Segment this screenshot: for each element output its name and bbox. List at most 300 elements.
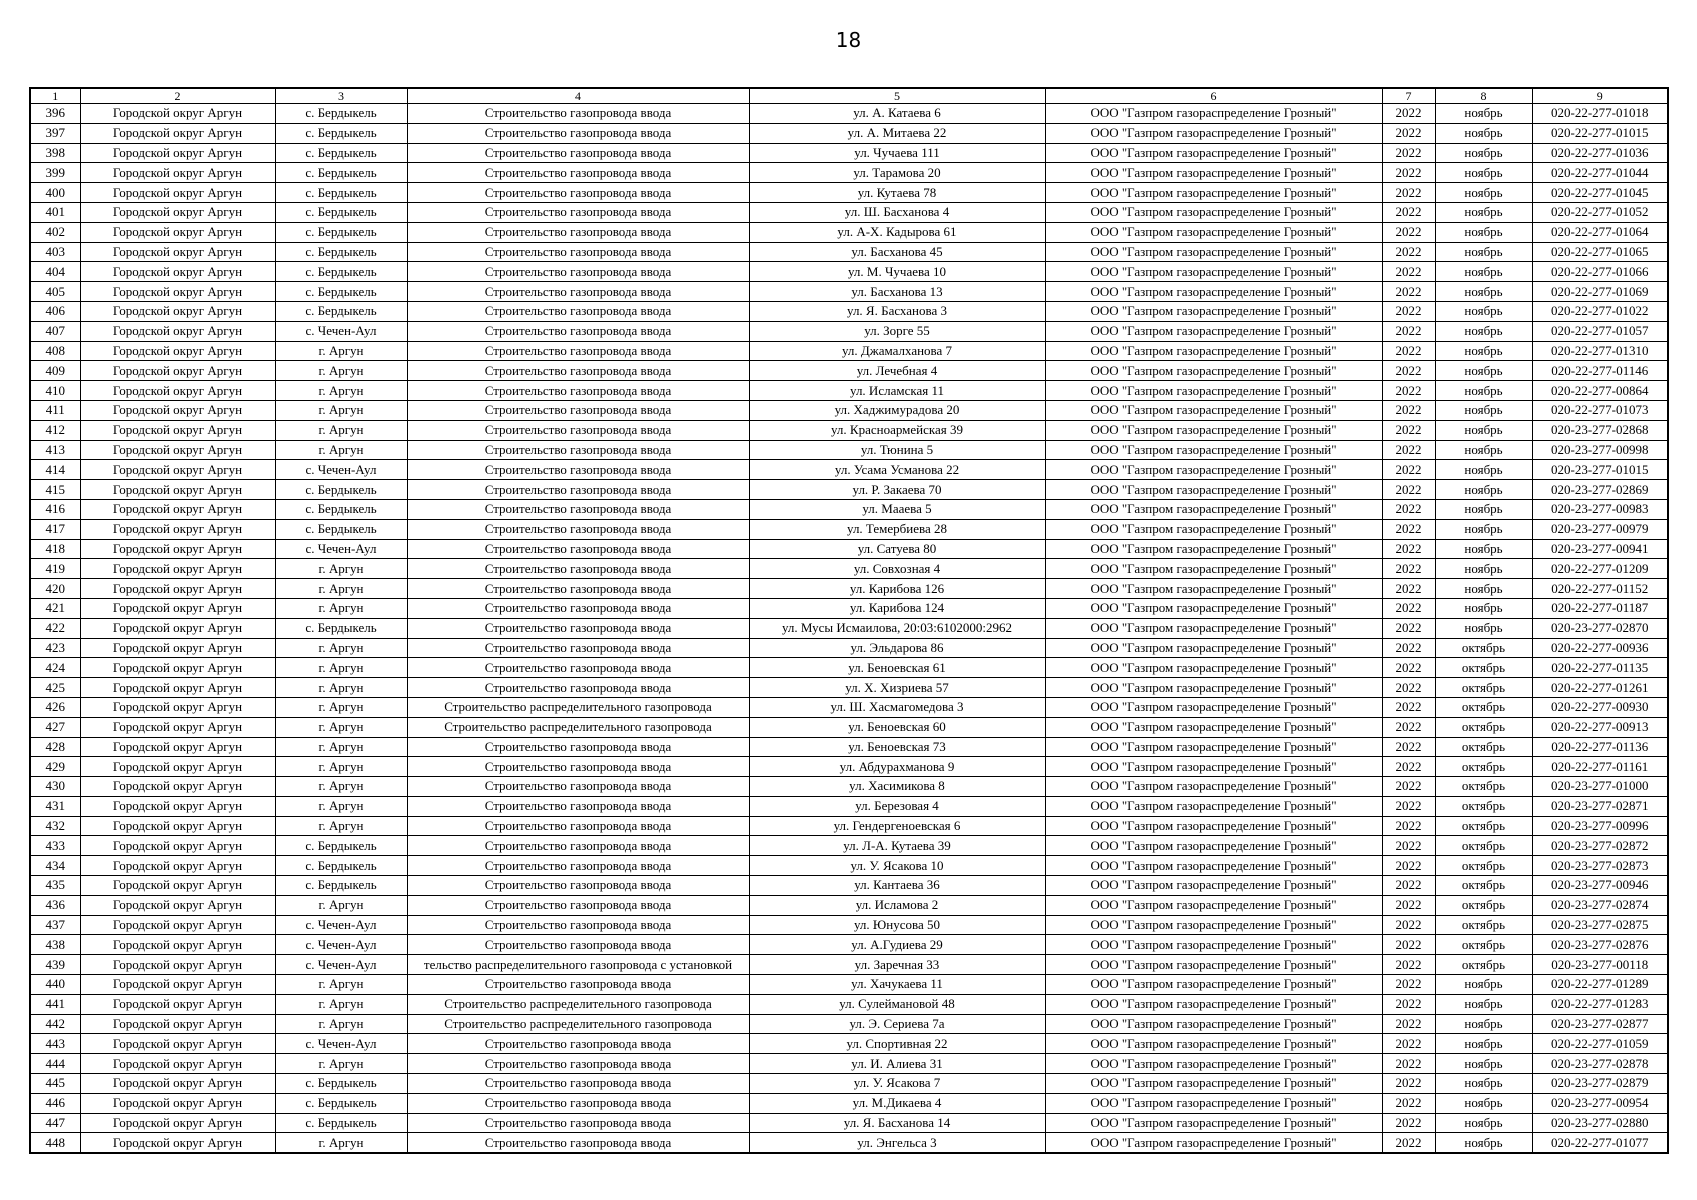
- settlement-cell: г. Аргун: [275, 796, 407, 816]
- table-body: [30, 104, 1668, 1154]
- year-cell: 2022: [1382, 440, 1435, 460]
- address-cell: ул. Л-А. Кутаева 39: [749, 836, 1045, 856]
- registration-number-cell: 020-22-277-00930: [1532, 697, 1668, 717]
- organization-cell: ООО "Газпром газораспределение Грозный": [1045, 638, 1382, 658]
- month-cell: октябрь: [1435, 816, 1532, 836]
- organization-cell: ООО "Газпром газораспределение Грозный": [1045, 895, 1382, 915]
- municipality-cell: Городской округ Аргун: [80, 361, 275, 381]
- settlement-cell: с. Бердыкель: [275, 856, 407, 876]
- year-cell: 2022: [1382, 400, 1435, 420]
- municipality-cell: Городской округ Аргун: [80, 202, 275, 222]
- work-type-cell: Строительство газопровода ввода: [407, 856, 749, 876]
- address-cell: ул. Энгельса 3: [749, 1133, 1045, 1153]
- row-number-cell: 444: [30, 1054, 80, 1074]
- month-cell: октябрь: [1435, 935, 1532, 955]
- year-cell: 2022: [1382, 499, 1435, 519]
- table-row: [30, 381, 1668, 401]
- row-number-cell: 434: [30, 856, 80, 876]
- month-cell: октябрь: [1435, 955, 1532, 975]
- row-number-cell: 443: [30, 1034, 80, 1054]
- year-cell: 2022: [1382, 420, 1435, 440]
- table-row: [30, 519, 1668, 539]
- municipality-cell: Городской округ Аргун: [80, 163, 275, 183]
- column-number-header-row: [30, 88, 1668, 104]
- address-cell: ул. Гендергеноевская 6: [749, 816, 1045, 836]
- registration-number-cell: 020-22-277-01261: [1532, 678, 1668, 698]
- work-type-cell: Строительство газопровода ввода: [407, 341, 749, 361]
- organization-cell: ООО "Газпром газораспределение Грозный": [1045, 440, 1382, 460]
- settlement-cell: с. Бердыкель: [275, 242, 407, 262]
- year-cell: 2022: [1382, 678, 1435, 698]
- row-number-cell: 414: [30, 460, 80, 480]
- work-type-cell: Строительство газопровода ввода: [407, 757, 749, 777]
- registration-number-cell: 020-22-277-01036: [1532, 143, 1668, 163]
- month-cell: ноябрь: [1435, 183, 1532, 203]
- year-cell: 2022: [1382, 717, 1435, 737]
- address-cell: ул. А-Х. Кадырова 61: [749, 222, 1045, 242]
- table-row: [30, 1074, 1668, 1094]
- work-type-cell: Строительство газопровода ввода: [407, 222, 749, 242]
- month-cell: октябрь: [1435, 757, 1532, 777]
- row-number-cell: 415: [30, 480, 80, 500]
- table-row: [30, 143, 1668, 163]
- address-cell: ул. Р. Закаева 70: [749, 480, 1045, 500]
- organization-cell: ООО "Газпром газораспределение Грозный": [1045, 777, 1382, 797]
- registration-number-cell: 020-23-277-02868: [1532, 420, 1668, 440]
- organization-cell: ООО "Газпром газораспределение Грозный": [1045, 876, 1382, 896]
- settlement-cell: с. Чечен-Аул: [275, 539, 407, 559]
- work-type-cell: Строительство газопровода ввода: [407, 499, 749, 519]
- table-row: [30, 915, 1668, 935]
- row-number-cell: 402: [30, 222, 80, 242]
- year-cell: 2022: [1382, 559, 1435, 579]
- year-cell: 2022: [1382, 381, 1435, 401]
- settlement-cell: с. Бердыкель: [275, 480, 407, 500]
- registration-number-cell: 020-23-277-02876: [1532, 935, 1668, 955]
- organization-cell: ООО "Газпром газораспределение Грозный": [1045, 1133, 1382, 1153]
- year-cell: 2022: [1382, 301, 1435, 321]
- month-cell: ноябрь: [1435, 143, 1532, 163]
- settlement-cell: с. Бердыкель: [275, 282, 407, 302]
- address-cell: ул. И. Алиева 31: [749, 1054, 1045, 1074]
- work-type-cell: Строительство газопровода ввода: [407, 163, 749, 183]
- organization-cell: ООО "Газпром газораспределение Грозный": [1045, 1054, 1382, 1074]
- table-row: [30, 123, 1668, 143]
- work-type-cell: Строительство газопровода ввода: [407, 202, 749, 222]
- work-type-cell: Строительство газопровода ввода: [407, 1133, 749, 1153]
- organization-cell: ООО "Газпром газораспределение Грозный": [1045, 400, 1382, 420]
- registration-number-cell: 020-23-277-00946: [1532, 876, 1668, 896]
- municipality-cell: Городской округ Аргун: [80, 123, 275, 143]
- column-header: 3: [275, 88, 407, 104]
- settlement-cell: г. Аргун: [275, 994, 407, 1014]
- municipality-cell: Городской округ Аргун: [80, 1014, 275, 1034]
- month-cell: ноябрь: [1435, 1014, 1532, 1034]
- address-cell: ул. Ш. Хасмагомедова 3: [749, 697, 1045, 717]
- row-number-cell: 401: [30, 202, 80, 222]
- municipality-cell: Городской округ Аргун: [80, 1133, 275, 1153]
- registration-number-cell: 020-22-277-01069: [1532, 282, 1668, 302]
- settlement-cell: г. Аргун: [275, 381, 407, 401]
- registration-number-cell: 020-22-277-01064: [1532, 222, 1668, 242]
- table-row: [30, 638, 1668, 658]
- address-cell: ул. Кантаева 36: [749, 876, 1045, 896]
- settlement-cell: г. Аргун: [275, 697, 407, 717]
- address-cell: ул. У. Ясакова 7: [749, 1074, 1045, 1094]
- work-type-cell: Строительство газопровода ввода: [407, 658, 749, 678]
- table-row: [30, 796, 1668, 816]
- organization-cell: ООО "Газпром газораспределение Грозный": [1045, 1014, 1382, 1034]
- organization-cell: ООО "Газпром газораспределение Грозный": [1045, 618, 1382, 638]
- organization-cell: ООО "Газпром газораспределение Грозный": [1045, 183, 1382, 203]
- registration-number-cell: 020-22-277-01289: [1532, 975, 1668, 995]
- work-type-cell: Строительство газопровода ввода: [407, 1074, 749, 1094]
- month-cell: ноябрь: [1435, 559, 1532, 579]
- municipality-cell: Городской округ Аргун: [80, 301, 275, 321]
- registration-number-cell: 020-22-277-01065: [1532, 242, 1668, 262]
- address-cell: ул. А. Катаева 6: [749, 104, 1045, 124]
- work-type-cell: Строительство газопровода ввода: [407, 539, 749, 559]
- organization-cell: ООО "Газпром газораспределение Грозный": [1045, 301, 1382, 321]
- work-type-cell: Строительство газопровода ввода: [407, 975, 749, 995]
- address-cell: ул. Хачукаева 11: [749, 975, 1045, 995]
- work-type-cell: Строительство газопровода ввода: [407, 876, 749, 896]
- year-cell: 2022: [1382, 836, 1435, 856]
- month-cell: ноябрь: [1435, 282, 1532, 302]
- work-type-cell: Строительство газопровода ввода: [407, 638, 749, 658]
- year-cell: 2022: [1382, 1054, 1435, 1074]
- year-cell: 2022: [1382, 262, 1435, 282]
- organization-cell: ООО "Газпром газораспределение Грозный": [1045, 796, 1382, 816]
- year-cell: 2022: [1382, 1113, 1435, 1133]
- organization-cell: ООО "Газпром газораспределение Грозный": [1045, 460, 1382, 480]
- month-cell: октябрь: [1435, 717, 1532, 737]
- work-type-cell: Строительство газопровода ввода: [407, 579, 749, 599]
- registration-number-cell: 020-22-277-01310: [1532, 341, 1668, 361]
- row-number-cell: 441: [30, 994, 80, 1014]
- row-number-cell: 429: [30, 757, 80, 777]
- work-type-cell: тельство распределительного газопровода с установкой: [407, 955, 749, 975]
- registration-number-cell: 020-22-277-01059: [1532, 1034, 1668, 1054]
- registration-number-cell: 020-22-277-01018: [1532, 104, 1668, 124]
- month-cell: ноябрь: [1435, 400, 1532, 420]
- table-row: [30, 658, 1668, 678]
- organization-cell: ООО "Газпром газораспределение Грозный": [1045, 1034, 1382, 1054]
- work-type-cell: Строительство газопровода ввода: [407, 400, 749, 420]
- work-type-cell: Строительство распределительного газопровода: [407, 697, 749, 717]
- address-cell: ул. Сатуева 80: [749, 539, 1045, 559]
- registration-number-cell: 020-23-277-00954: [1532, 1093, 1668, 1113]
- month-cell: ноябрь: [1435, 301, 1532, 321]
- municipality-cell: Городской округ Аргун: [80, 856, 275, 876]
- address-cell: ул. Хасимикова 8: [749, 777, 1045, 797]
- registration-number-cell: 020-22-277-01209: [1532, 559, 1668, 579]
- year-cell: 2022: [1382, 895, 1435, 915]
- table-row: [30, 697, 1668, 717]
- organization-cell: ООО "Газпром газораспределение Грозный": [1045, 163, 1382, 183]
- organization-cell: ООО "Газпром газораспределение Грозный": [1045, 697, 1382, 717]
- year-cell: 2022: [1382, 915, 1435, 935]
- municipality-cell: Городской округ Аргун: [80, 282, 275, 302]
- month-cell: октябрь: [1435, 678, 1532, 698]
- municipality-cell: Городской округ Аргун: [80, 381, 275, 401]
- row-number-cell: 418: [30, 539, 80, 559]
- municipality-cell: Городской округ Аргун: [80, 420, 275, 440]
- row-number-cell: 435: [30, 876, 80, 896]
- address-cell: ул. Карибова 124: [749, 598, 1045, 618]
- month-cell: ноябрь: [1435, 598, 1532, 618]
- year-cell: 2022: [1382, 737, 1435, 757]
- month-cell: ноябрь: [1435, 539, 1532, 559]
- work-type-cell: Строительство газопровода ввода: [407, 123, 749, 143]
- row-number-cell: 430: [30, 777, 80, 797]
- year-cell: 2022: [1382, 697, 1435, 717]
- month-cell: октябрь: [1435, 915, 1532, 935]
- row-number-cell: 416: [30, 499, 80, 519]
- row-number-cell: 428: [30, 737, 80, 757]
- month-cell: ноябрь: [1435, 1093, 1532, 1113]
- registration-number-cell: 020-22-277-01045: [1532, 183, 1668, 203]
- column-header: 1: [30, 88, 80, 104]
- page-number: 18: [835, 28, 862, 52]
- address-cell: ул. У. Ясакова 10: [749, 856, 1045, 876]
- work-type-cell: Строительство распределительного газопровода: [407, 994, 749, 1014]
- year-cell: 2022: [1382, 1014, 1435, 1034]
- municipality-cell: Городской округ Аргун: [80, 341, 275, 361]
- organization-cell: ООО "Газпром газораспределение Грозный": [1045, 816, 1382, 836]
- gasification-register-table: [29, 87, 1669, 1154]
- registration-number-cell: 020-22-277-00864: [1532, 381, 1668, 401]
- address-cell: ул. Беноевская 61: [749, 658, 1045, 678]
- row-number-cell: 446: [30, 1093, 80, 1113]
- municipality-cell: Городской округ Аргун: [80, 955, 275, 975]
- settlement-cell: г. Аргун: [275, 717, 407, 737]
- registration-number-cell: 020-22-277-01015: [1532, 123, 1668, 143]
- month-cell: октябрь: [1435, 895, 1532, 915]
- row-number-cell: 398: [30, 143, 80, 163]
- row-number-cell: 405: [30, 282, 80, 302]
- address-cell: ул. Карибова 126: [749, 579, 1045, 599]
- municipality-cell: Городской округ Аргун: [80, 975, 275, 995]
- year-cell: 2022: [1382, 598, 1435, 618]
- table-row: [30, 262, 1668, 282]
- organization-cell: ООО "Газпром газораспределение Грозный": [1045, 539, 1382, 559]
- year-cell: 2022: [1382, 460, 1435, 480]
- address-cell: ул. Темербиева 28: [749, 519, 1045, 539]
- settlement-cell: г. Аргун: [275, 400, 407, 420]
- settlement-cell: с. Бердыкель: [275, 1113, 407, 1133]
- municipality-cell: Городской округ Аргун: [80, 143, 275, 163]
- municipality-cell: Городской округ Аргун: [80, 777, 275, 797]
- address-cell: ул. Мааева 5: [749, 499, 1045, 519]
- table-row: [30, 757, 1668, 777]
- address-cell: ул. Кутаева 78: [749, 183, 1045, 203]
- work-type-cell: Строительство распределительного газопровода: [407, 1014, 749, 1034]
- municipality-cell: Городской округ Аргун: [80, 1093, 275, 1113]
- organization-cell: ООО "Газпром газораспределение Грозный": [1045, 123, 1382, 143]
- registration-number-cell: 020-22-277-00913: [1532, 717, 1668, 737]
- table-row: [30, 480, 1668, 500]
- address-cell: ул. Басханова 13: [749, 282, 1045, 302]
- row-number-cell: 447: [30, 1113, 80, 1133]
- work-type-cell: Строительство газопровода ввода: [407, 460, 749, 480]
- table-row: [30, 856, 1668, 876]
- settlement-cell: с. Чечен-Аул: [275, 1034, 407, 1054]
- settlement-cell: г. Аргун: [275, 658, 407, 678]
- row-number-cell: 426: [30, 697, 80, 717]
- row-number-cell: 448: [30, 1133, 80, 1153]
- work-type-cell: Строительство газопровода ввода: [407, 301, 749, 321]
- work-type-cell: Строительство распределительного газопровода: [407, 717, 749, 737]
- registration-number-cell: 020-23-277-02874: [1532, 895, 1668, 915]
- organization-cell: ООО "Газпром газораспределение Грозный": [1045, 975, 1382, 995]
- settlement-cell: с. Бердыкель: [275, 123, 407, 143]
- municipality-cell: Городской округ Аргун: [80, 242, 275, 262]
- work-type-cell: Строительство газопровода ввода: [407, 519, 749, 539]
- municipality-cell: Городской округ Аргун: [80, 638, 275, 658]
- municipality-cell: Городской округ Аргун: [80, 262, 275, 282]
- table-row: [30, 598, 1668, 618]
- registration-number-cell: 020-22-277-01073: [1532, 400, 1668, 420]
- organization-cell: ООО "Газпром газораспределение Грозный": [1045, 202, 1382, 222]
- year-cell: 2022: [1382, 1034, 1435, 1054]
- registration-number-cell: 020-22-277-01066: [1532, 262, 1668, 282]
- registration-number-cell: 020-23-277-02880: [1532, 1113, 1668, 1133]
- month-cell: ноябрь: [1435, 262, 1532, 282]
- table-row: [30, 282, 1668, 302]
- settlement-cell: г. Аргун: [275, 1014, 407, 1034]
- row-number-cell: 404: [30, 262, 80, 282]
- year-cell: 2022: [1382, 222, 1435, 242]
- table-row: [30, 440, 1668, 460]
- month-cell: ноябрь: [1435, 222, 1532, 242]
- work-type-cell: Строительство газопровода ввода: [407, 915, 749, 935]
- municipality-cell: Городской округ Аргун: [80, 717, 275, 737]
- registration-number-cell: 020-23-277-02877: [1532, 1014, 1668, 1034]
- settlement-cell: с. Бердыкель: [275, 876, 407, 896]
- month-cell: октябрь: [1435, 638, 1532, 658]
- municipality-cell: Городской округ Аргун: [80, 836, 275, 856]
- table-row: [30, 361, 1668, 381]
- month-cell: ноябрь: [1435, 321, 1532, 341]
- municipality-cell: Городской округ Аргун: [80, 895, 275, 915]
- row-number-cell: 403: [30, 242, 80, 262]
- settlement-cell: г. Аргун: [275, 757, 407, 777]
- address-cell: ул. Ш. Басханова 4: [749, 202, 1045, 222]
- address-cell: ул. Х. Хизриева 57: [749, 678, 1045, 698]
- table-row: [30, 559, 1668, 579]
- table-row: [30, 876, 1668, 896]
- settlement-cell: г. Аргун: [275, 1133, 407, 1153]
- month-cell: октябрь: [1435, 836, 1532, 856]
- table-row: [30, 499, 1668, 519]
- settlement-cell: г. Аргун: [275, 440, 407, 460]
- work-type-cell: Строительство газопровода ввода: [407, 1034, 749, 1054]
- month-cell: ноябрь: [1435, 381, 1532, 401]
- municipality-cell: Городской округ Аргун: [80, 697, 275, 717]
- row-number-cell: 422: [30, 618, 80, 638]
- settlement-cell: г. Аргун: [275, 1054, 407, 1074]
- municipality-cell: Городской округ Аргун: [80, 876, 275, 896]
- row-number-cell: 438: [30, 935, 80, 955]
- row-number-cell: 442: [30, 1014, 80, 1034]
- month-cell: ноябрь: [1435, 242, 1532, 262]
- table-row: [30, 935, 1668, 955]
- row-number-cell: 408: [30, 341, 80, 361]
- work-type-cell: Строительство газопровода ввода: [407, 836, 749, 856]
- work-type-cell: Строительство газопровода ввода: [407, 737, 749, 757]
- row-number-cell: 406: [30, 301, 80, 321]
- table-row: [30, 400, 1668, 420]
- year-cell: 2022: [1382, 579, 1435, 599]
- table-row: [30, 1093, 1668, 1113]
- organization-cell: ООО "Газпром газораспределение Грозный": [1045, 559, 1382, 579]
- month-cell: ноябрь: [1435, 618, 1532, 638]
- table-row: [30, 202, 1668, 222]
- column-header: 9: [1532, 88, 1668, 104]
- organization-cell: ООО "Газпром газораспределение Грозный": [1045, 598, 1382, 618]
- registration-number-cell: 020-23-277-00983: [1532, 499, 1668, 519]
- table-row: [30, 222, 1668, 242]
- year-cell: 2022: [1382, 202, 1435, 222]
- organization-cell: ООО "Газпром газораспределение Грозный": [1045, 143, 1382, 163]
- settlement-cell: с. Чечен-Аул: [275, 915, 407, 935]
- settlement-cell: с. Бердыкель: [275, 1093, 407, 1113]
- table-row: [30, 975, 1668, 995]
- month-cell: ноябрь: [1435, 1034, 1532, 1054]
- row-number-cell: 411: [30, 400, 80, 420]
- month-cell: октябрь: [1435, 697, 1532, 717]
- table-row: [30, 836, 1668, 856]
- column-header: 6: [1045, 88, 1382, 104]
- address-cell: ул. Исламская 11: [749, 381, 1045, 401]
- row-number-cell: 421: [30, 598, 80, 618]
- year-cell: 2022: [1382, 618, 1435, 638]
- settlement-cell: г. Аргун: [275, 975, 407, 995]
- table-row: [30, 1133, 1668, 1153]
- settlement-cell: с. Чечен-Аул: [275, 460, 407, 480]
- organization-cell: ООО "Газпром газораспределение Грозный": [1045, 321, 1382, 341]
- address-cell: ул. Заречная 33: [749, 955, 1045, 975]
- settlement-cell: с. Бердыкель: [275, 618, 407, 638]
- row-number-cell: 400: [30, 183, 80, 203]
- year-cell: 2022: [1382, 975, 1435, 995]
- row-number-cell: 417: [30, 519, 80, 539]
- settlement-cell: г. Аргун: [275, 777, 407, 797]
- municipality-cell: Городской округ Аргун: [80, 658, 275, 678]
- address-cell: ул. М. Чучаева 10: [749, 262, 1045, 282]
- municipality-cell: Городской округ Аргун: [80, 539, 275, 559]
- work-type-cell: Строительство газопровода ввода: [407, 321, 749, 341]
- year-cell: 2022: [1382, 341, 1435, 361]
- registration-number-cell: 020-23-277-02875: [1532, 915, 1668, 935]
- registration-number-cell: 020-23-277-01015: [1532, 460, 1668, 480]
- month-cell: ноябрь: [1435, 1074, 1532, 1094]
- organization-cell: ООО "Газпром газораспределение Грозный": [1045, 282, 1382, 302]
- row-number-cell: 419: [30, 559, 80, 579]
- year-cell: 2022: [1382, 876, 1435, 896]
- row-number-cell: 432: [30, 816, 80, 836]
- month-cell: ноябрь: [1435, 361, 1532, 381]
- settlement-cell: с. Бердыкель: [275, 1074, 407, 1094]
- row-number-cell: 425: [30, 678, 80, 698]
- settlement-cell: с. Бердыкель: [275, 202, 407, 222]
- year-cell: 2022: [1382, 282, 1435, 302]
- settlement-cell: с. Бердыкель: [275, 836, 407, 856]
- settlement-cell: с. Бердыкель: [275, 499, 407, 519]
- table-row: [30, 242, 1668, 262]
- work-type-cell: Строительство газопровода ввода: [407, 143, 749, 163]
